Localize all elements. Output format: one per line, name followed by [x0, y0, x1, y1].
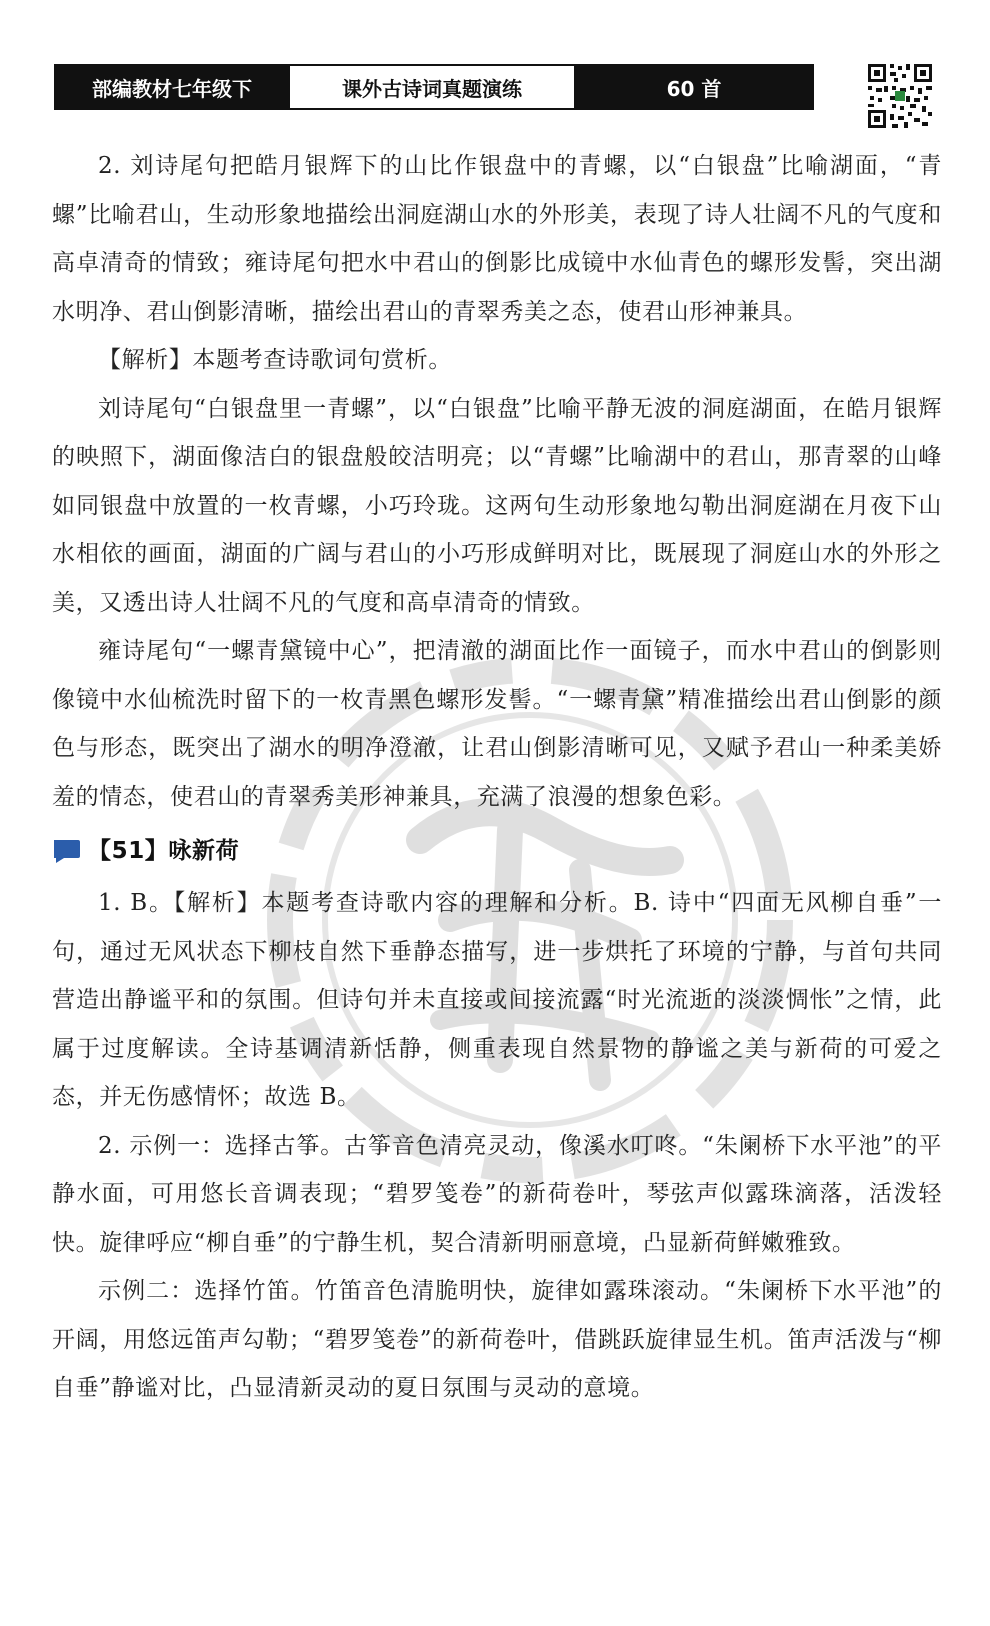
analysis-paragraph: 雍诗尾句“一螺青黛镜中心”，把清澈的湖面比作一面镜子，而水中君山的倒影则像镜中水仙梳洗时留下的一枚青黑色螺形发髻。“一螺青黛”精准描绘出君山倒影的颜色与形态，既突出了湖水的明净澄澈，让君山倒影清晰可见，又赋予君山一种柔美娇羞的情态，使君山的青翠秀美形神兼具，充满了浪漫的想象色彩。 [52, 638, 942, 810]
answer-paragraph: 1. B。【解析】本题考查诗歌内容的理解和分析。B. 诗中“四面无风柳自垂”一句，通过无风状态下柳枝自然下垂静态描写，进一步烘托了环境的宁静，与首句共同营造出静谧平和的氛围。但诗句并未直接或间接流露“时光流逝的淡淡惆怅”之情，此属于过度解读。全诗基调清新恬静，侧重表现自然景物的静谧之美与新荷的可爱之态，并无伤感情怀；故选 B。 [52, 890, 942, 1110]
answer-paragraph: 2. 刘诗尾句把皓月银辉下的山比作银盘中的青螺，以“白银盘”比喻湖面，“青螺”比喻君山，生动形象地描绘出洞庭湖山水的外形美，表现了诗人壮阔不凡的气度和高卓清奇的情致；雍诗尾句把水中君山的倒影比成镜中水仙青色的螺形发髻，突出湖水明净、君山倒影清晰，描绘出君山的青翠秀美之态，使君山形神兼具。 [52, 153, 942, 325]
analysis-paragraph: 刘诗尾句“白银盘里一青螺”，以“白银盘”比喻平静无波的洞庭湖面，在皓月银辉的映照下，湖面像洁白的银盘般皎洁明亮；以“青螺”比喻湖中的君山，那青翠的山峰如同银盘中放置的一枚青螺，小巧玲珑。这两句生动形象地勾勒出洞庭湖在月夜下山水相依的画面，湖面的广阔与君山的小巧形成鲜明对比，既展现了洞庭山水的外形之美，又透出诗人壮阔不凡的气度和高卓清奇的情致。 [52, 395, 942, 616]
header-center-label: 课外古诗词真题演练 [288, 66, 576, 108]
header-left-label: 部编教材七年级下 [56, 66, 288, 108]
header-bar [54, 64, 814, 110]
answer-paragraph: 2. 示例一：选择古筝。古筝音色清亮灵动，像溪水叮咚。“朱阑桥下水平池”的平静水面，可用悠长音调表现；“碧罗笺卷”的新荷卷叶，琴弦声似露珠滴落，活泼轻快。旋律呼应“柳自垂”的宁静生机，契合清新明丽意境，凸显新荷鲜嫩雅致。 [52, 1132, 942, 1256]
header-right-label: 60 首 [576, 66, 812, 108]
qr-code-icon [866, 62, 934, 130]
section-heading [52, 827, 942, 875]
answer-paragraph: 示例二：选择竹笛。竹笛音色清脆明快，旋律如露珠滚动。“朱阑桥下水平池”的开阔，用悠远笛声勾勒；“碧罗笺卷”的新荷卷叶，借跳跃旋律显生机。笛声活泼与“柳自垂”静谧对比，凸显清新灵动的夏日氛围与灵动的意境。 [52, 1278, 942, 1401]
document-body [52, 142, 942, 1413]
analysis-heading: 【解析】本题考查诗歌词句赏析。 [98, 347, 452, 373]
section-title: 【51】咏新荷 [88, 837, 240, 864]
section-flag-icon [52, 838, 82, 864]
